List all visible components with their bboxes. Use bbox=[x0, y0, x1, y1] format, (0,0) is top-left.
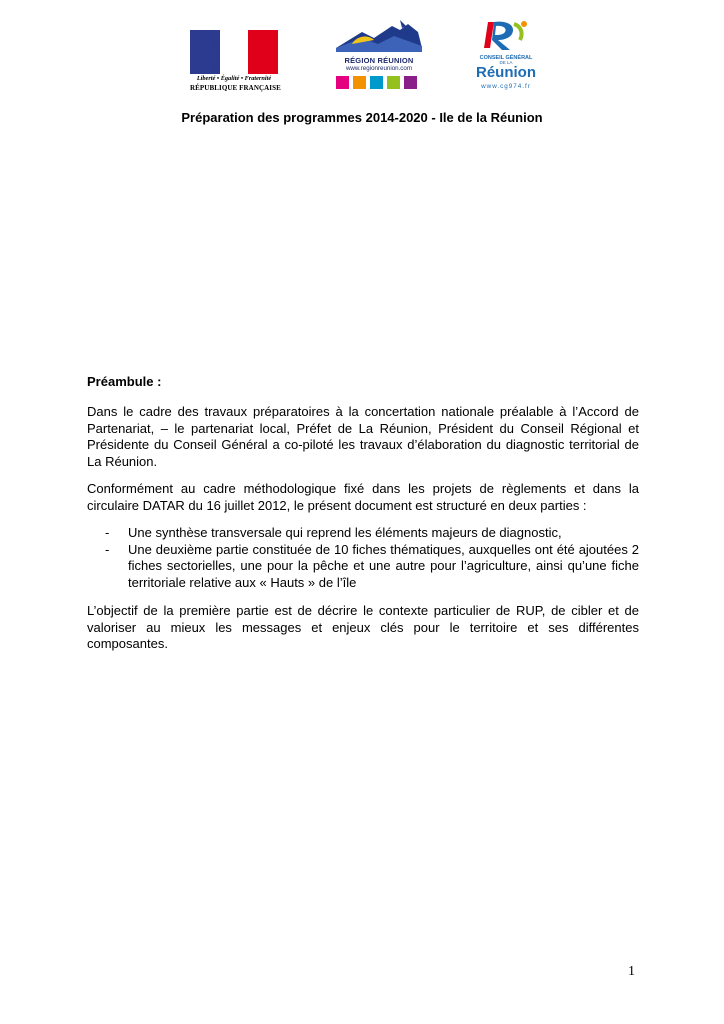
list-item bbox=[87, 525, 639, 542]
cg-line1: CONSEIL GÉNÉRAL bbox=[479, 55, 533, 61]
parts-list bbox=[87, 525, 639, 591]
paragraph-1: Dans le cadre des travaux préparatoires à la concertation nationale préalable à l’Accord de Partenariat, – le partenariat local, Préfet de La Réunion, Président du Conseil Régional et Présidente du Conseil Général a co-piloté les travaux d’élaboration du diagnostic territorial de La Réunion. bbox=[87, 404, 639, 469]
list-item-text: Une deuxième partie constituée de 10 fiches thématiques, auxquelles ont été ajoutées 2 fiches sectorielles, une pour la pêche et une autre pour l’agriculture, ainsi qu’une fiche territoriale relative aux « Hauts » de l’île bbox=[128, 541, 639, 590]
region-color-squares bbox=[336, 76, 417, 89]
cg-line3: Réunion bbox=[476, 64, 536, 81]
square-magenta bbox=[336, 76, 349, 89]
document-title: Préparation des programmes 2014-2020 - Ile de la Réunion bbox=[181, 110, 543, 125]
preamble-heading: Préambule : bbox=[87, 374, 162, 389]
header-logos bbox=[0, 18, 724, 98]
square-green bbox=[387, 76, 400, 89]
list-bullet: - bbox=[105, 525, 110, 540]
list-item bbox=[87, 542, 639, 592]
region-reunion-logo bbox=[334, 18, 424, 104]
region-url: www.regionreunion.com bbox=[345, 65, 413, 72]
square-purple bbox=[404, 76, 417, 89]
conseil-general-logo bbox=[474, 18, 538, 98]
region-mountain-icon bbox=[334, 18, 424, 56]
list-bullet: - bbox=[105, 541, 110, 557]
republique-francaise-logo bbox=[190, 30, 281, 100]
marianne-flag-icon bbox=[190, 30, 278, 74]
cg-r-emblem-icon bbox=[474, 18, 538, 54]
square-orange bbox=[353, 76, 366, 89]
paragraph-3: L’objectif de la première partie est de décrire le contexte particulier de RUP, de cibler et de valoriser au mieux les messages et enjeux clés pour le territoire et ses différentes composantes. bbox=[87, 603, 639, 651]
list-item-text: Une synthèse transversale qui reprend les éléments majeurs de diagnostic, bbox=[128, 525, 562, 540]
rf-name: RÉPUBLIQUE FRANÇAISE bbox=[190, 84, 281, 92]
paragraph-2: Conformément au cadre méthodologique fixé dans les projets de règlements et dans la circulaire DATAR du 16 juillet 2012, le présent document est structuré en deux parties : bbox=[87, 481, 639, 513]
rf-motto: Liberté • Égalité • Fraternité bbox=[196, 75, 272, 82]
square-cyan bbox=[370, 76, 383, 89]
cg-url: www.cg974.fr bbox=[481, 83, 531, 90]
region-name: RÉGION RÉUNION bbox=[344, 56, 414, 65]
cg-line2: DE LA bbox=[499, 60, 513, 65]
page-number: 1 bbox=[628, 964, 635, 979]
